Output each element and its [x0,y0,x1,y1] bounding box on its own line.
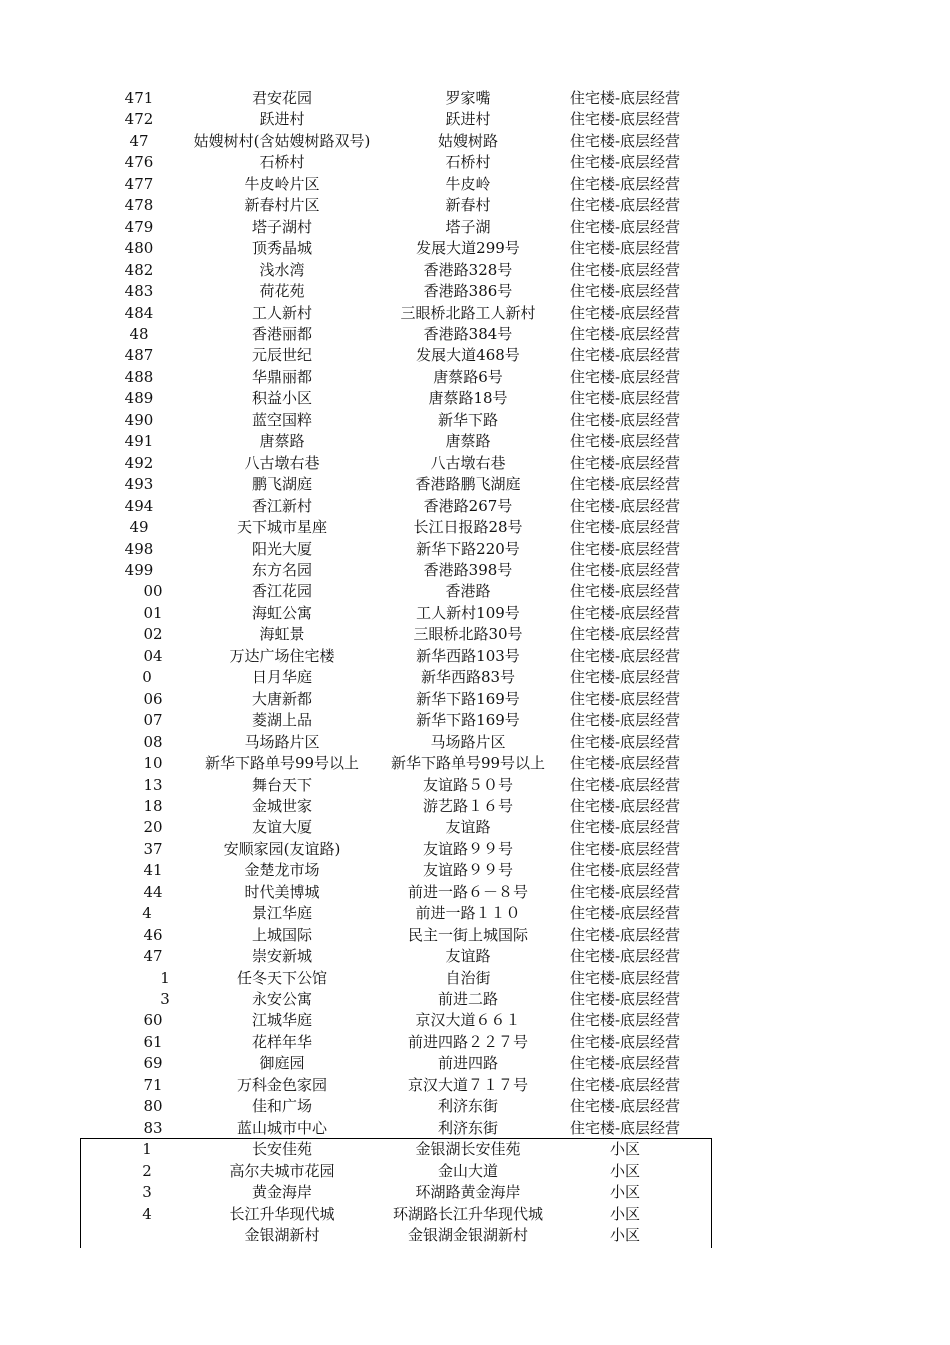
row-type: 住宅楼-底层经营 [569,153,681,172]
row-name: 浅水湾 [259,260,305,279]
table-row [80,238,712,259]
row-type: 住宅楼-底层经营 [569,346,681,365]
row-address: 京汉大道６６１ [415,1011,521,1030]
row-type: 住宅楼-底层经营 [569,1011,681,1030]
row-type: 住宅楼-底层经营 [569,646,681,665]
row-address: 金银湖长安佳苑 [415,1140,521,1159]
table-row [80,667,712,688]
row-type: 住宅楼-底层经营 [569,324,681,343]
table-row [80,817,712,838]
table-row [80,174,712,195]
table-row [80,1053,712,1074]
row-name: 元辰世纪 [251,346,312,365]
row-name: 香江花园 [251,582,312,601]
row-name: 华鼎丽都 [251,367,312,386]
row-id: 83 [143,1118,163,1137]
row-id: 41 [143,861,163,880]
row-address: 新华下路169号 [416,711,520,730]
row-address: 姑嫂树路 [437,131,498,150]
row-id: 488 [124,367,154,386]
row-type: 住宅楼-底层经营 [569,453,681,472]
row-address: 跃进村 [445,110,491,129]
row-address: 前进二路 [437,990,498,1009]
row-type: 住宅楼-底层经营 [569,990,681,1009]
row-address: 利济东街 [437,1097,498,1116]
row-name: 万达广场住宅楼 [229,646,335,665]
row-name: 长江升华现代城 [229,1204,335,1223]
row-address: 马场路片区 [430,732,506,751]
table-row [80,1118,712,1139]
row-id: 47 [143,947,163,966]
table-row [80,152,712,173]
row-address: 友谊路９９号 [422,861,513,880]
row-id: 472 [124,110,154,129]
table-row [80,753,712,774]
row-address: 牛皮岭 [445,174,491,193]
row-id: 480 [124,239,154,258]
row-address: 前进四路２２７号 [407,1032,528,1051]
row-type: 住宅楼-底层经营 [569,861,681,880]
row-type: 住宅楼-底层经营 [569,968,681,987]
row-address: 香港路 [445,582,491,601]
row-id: 3 [160,990,170,1009]
row-name: 舞台天下 [251,775,312,794]
table-row [80,732,712,753]
row-type: 住宅楼-底层经营 [569,818,681,837]
row-address: 前进一路６－８号 [407,882,528,901]
row-name: 景江华庭 [251,904,312,923]
row-id: 60 [143,1011,163,1030]
row-address: 前进一路１１０ [415,904,521,923]
table-row [80,281,712,302]
row-id: 07 [143,711,163,730]
row-id: 49 [129,518,149,537]
table-row [80,839,712,860]
row-type: 住宅楼-底层经营 [569,1054,681,1073]
row-address: 长江日报路28号 [413,518,523,537]
table-row [80,796,712,817]
row-type: 住宅楼-底层经营 [569,732,681,751]
row-id: 3 [142,1183,152,1202]
row-address: 三眼桥北路工人新村 [400,303,536,322]
row-type: 住宅楼-底层经营 [569,196,681,215]
table-row [80,989,712,1010]
row-address: 友谊路９９号 [422,839,513,858]
row-address: 利济东街 [437,1118,498,1137]
row-address: 友谊路 [445,947,491,966]
row-name: 金楚龙市场 [244,861,320,880]
row-type: 住宅楼-底层经营 [569,282,681,301]
row-type: 住宅楼-底层经营 [569,475,681,494]
row-id: 00 [143,582,163,601]
table-row [80,603,712,624]
row-type: 住宅楼-底层经营 [569,796,681,815]
row-id: 482 [124,260,154,279]
row-address: 新华下路单号99号以上 [390,754,546,773]
table-row [80,260,712,281]
row-name: 金银湖新村 [244,1226,320,1245]
row-name: 江城华庭 [251,1011,312,1030]
row-type: 小区 [609,1140,640,1159]
row-id: 04 [143,646,163,665]
row-type: 住宅楼-底层经营 [569,947,681,966]
row-name: 安顺家园(友谊路) [223,839,341,858]
row-name: 大唐新都 [251,689,312,708]
row-name: 任冬天下公馆 [236,968,327,987]
row-address: 香港路386号 [423,282,513,301]
row-address: 新华下路 [437,410,498,429]
row-name: 黄金海岸 [251,1183,312,1202]
row-type: 住宅楼-底层经营 [569,839,681,858]
row-type: 住宅楼-底层经营 [569,432,681,451]
spreadsheet-table [80,88,712,1246]
table-row [80,775,712,796]
row-address: 香港路398号 [423,560,513,579]
row-address: 前进四路 [437,1054,498,1073]
row-type: 住宅楼-底层经营 [569,882,681,901]
row-name: 御庭园 [259,1054,305,1073]
table-row [80,710,712,731]
row-type: 住宅楼-底层经营 [569,754,681,773]
row-name: 顶秀晶城 [251,239,312,258]
row-id: 02 [143,625,163,644]
row-address: 工人新村109号 [416,603,520,622]
row-type: 住宅楼-底层经营 [569,904,681,923]
table-row [80,946,712,967]
row-address: 新华下路220号 [416,539,520,558]
row-id: 498 [124,539,154,558]
row-type: 住宅楼-底层经营 [569,174,681,193]
row-name: 上城国际 [251,925,312,944]
row-name: 海虹公寓 [251,603,312,622]
row-address: 友谊路５０号 [422,775,513,794]
table-row [80,560,712,581]
row-type: 住宅楼-底层经营 [569,217,681,236]
table-row [80,217,712,238]
table-row [80,1096,712,1117]
row-id: 80 [143,1097,163,1116]
row-address: 民主一街上城国际 [407,925,528,944]
row-id: 48 [129,324,149,343]
row-id: 10 [143,754,163,773]
row-type: 小区 [609,1204,640,1223]
row-name: 石桥村 [259,153,305,172]
row-id: 46 [143,925,163,944]
row-name: 蓝空国粹 [251,410,312,429]
row-type: 住宅楼-底层经营 [569,603,681,622]
row-type: 住宅楼-底层经营 [569,89,681,107]
row-id: 37 [143,839,163,858]
row-address: 环湖路黄金海岸 [415,1183,521,1202]
row-address: 京汉大道７１７号 [407,1075,528,1094]
row-id: 13 [143,775,163,794]
table-row [80,410,712,431]
row-name: 花样年华 [251,1032,312,1051]
row-name: 荷花苑 [259,282,305,301]
row-id: 494 [124,496,154,515]
row-address: 环湖路长江升华现代城 [392,1204,543,1223]
table-row [80,968,712,989]
row-type: 住宅楼-底层经营 [569,367,681,386]
row-id: 18 [143,796,163,815]
row-address: 新春村 [445,196,491,215]
table-row [80,367,712,388]
row-type: 住宅楼-底层经营 [569,689,681,708]
table-row [80,624,712,645]
row-id: 08 [143,732,163,751]
row-name: 工人新村 [251,303,312,322]
row-type: 住宅楼-底层经营 [569,110,681,129]
row-address: 友谊路 [445,818,491,837]
row-id: 493 [124,475,154,494]
row-address: 塔子湖 [445,217,491,236]
row-type: 住宅楼-底层经营 [569,239,681,258]
row-id: 471 [124,89,154,107]
row-name: 佳和广场 [251,1097,312,1116]
row-address: 发展大道468号 [416,346,520,365]
row-name: 八古墩右巷 [244,453,320,472]
table-row [80,496,712,517]
row-name: 高尔夫城市花园 [229,1161,335,1180]
row-type: 住宅楼-底层经营 [569,668,681,687]
row-id: 476 [124,153,154,172]
row-name: 积益小区 [251,389,312,408]
table-row [80,1032,712,1053]
row-type: 住宅楼-底层经营 [569,560,681,579]
row-type: 住宅楼-底层经营 [569,925,681,944]
row-address: 罗家嘴 [445,89,491,107]
row-type: 住宅楼-底层经营 [569,518,681,537]
table-row [80,1225,712,1246]
table-row [80,882,712,903]
row-id: 1 [160,968,170,987]
table-row [80,88,712,109]
row-id: 0 [142,668,152,687]
row-type: 住宅楼-底层经营 [569,1032,681,1051]
row-type: 住宅楼-底层经营 [569,389,681,408]
row-type: 住宅楼-底层经营 [569,1075,681,1094]
table-row [80,1139,712,1160]
row-type: 住宅楼-底层经营 [569,539,681,558]
row-type: 小区 [609,1161,640,1180]
row-address: 唐蔡路6号 [433,367,503,386]
row-name: 鹏飞湖庭 [251,475,312,494]
table-row [80,517,712,538]
table-row [80,903,712,924]
row-id: 4 [142,904,152,923]
row-name: 万科金色家园 [236,1075,327,1094]
table-row [80,689,712,710]
row-address: 金银湖金银湖新村 [407,1226,528,1245]
row-id: 61 [143,1032,163,1051]
row-address: 八古墩右巷 [430,453,506,472]
row-name: 长安佳苑 [251,1140,312,1159]
row-address: 三眼桥北路30号 [413,625,523,644]
row-address: 新华西路103号 [416,646,520,665]
row-name: 阳光大厦 [251,539,312,558]
row-id: 2 [142,1161,152,1180]
row-address: 香港路384号 [423,324,513,343]
row-address: 游艺路１６号 [422,796,513,815]
table-row [80,453,712,474]
row-name: 跃进村 [259,110,305,129]
row-id: 01 [143,603,163,622]
row-name: 时代美博城 [244,882,320,901]
row-type: 小区 [609,1183,640,1202]
row-name: 塔子湖村 [251,217,312,236]
row-id: 484 [124,303,154,322]
row-name: 天下城市星座 [236,518,327,537]
row-address: 香港路267号 [423,496,513,515]
row-name: 永安公寓 [251,990,312,1009]
row-id: 487 [124,346,154,365]
row-id: 4 [142,1204,152,1223]
table-row [80,646,712,667]
table-row [80,131,712,152]
row-type: 小区 [609,1226,640,1245]
row-name: 东方名园 [251,560,312,579]
row-type: 住宅楼-底层经营 [569,260,681,279]
row-id: 490 [124,410,154,429]
row-name: 蓝山城市中心 [236,1118,327,1137]
row-name: 新华下路单号99号以上 [204,754,360,773]
table-row [80,860,712,881]
row-address: 新华西路83号 [420,668,516,687]
row-id: 483 [124,282,154,301]
row-name: 姑嫂树村(含姑嫂树路双号) [193,131,371,150]
row-type: 住宅楼-底层经营 [569,496,681,515]
row-id: 47 [129,131,149,150]
row-name: 金城世家 [251,796,312,815]
row-name: 牛皮岭片区 [244,174,320,193]
row-name: 君安花园 [251,89,312,107]
row-id: 71 [143,1075,163,1094]
row-type: 住宅楼-底层经营 [569,1097,681,1116]
table-row [80,109,712,130]
table-row [80,324,712,345]
row-name: 马场路片区 [244,732,320,751]
row-address: 石桥村 [445,153,491,172]
row-type: 住宅楼-底层经营 [569,775,681,794]
row-address: 金山大道 [437,1161,498,1180]
table-row [80,925,712,946]
row-address: 新华下路169号 [416,689,520,708]
row-id: 1 [142,1140,152,1159]
row-id: 478 [124,196,154,215]
row-type: 住宅楼-底层经营 [569,1118,681,1137]
row-id: 499 [124,560,154,579]
table-row [80,539,712,560]
row-address: 唐蔡路18号 [428,389,508,408]
row-name: 崇安新城 [251,947,312,966]
row-id: 20 [143,818,163,837]
table-row [80,1075,712,1096]
row-name: 菱湖上品 [251,711,312,730]
row-name: 唐蔡路 [259,432,305,451]
row-id: 06 [143,689,163,708]
row-name: 日月华庭 [251,668,312,687]
row-address: 发展大道299号 [416,239,520,258]
table-row [80,431,712,452]
table-row [80,1010,712,1031]
table-row [80,1204,712,1225]
row-name: 友谊大厦 [251,818,312,837]
row-id: 477 [124,174,154,193]
row-id: 489 [124,389,154,408]
table-row [80,195,712,216]
row-type: 住宅楼-底层经营 [569,303,681,322]
table-row [80,303,712,324]
row-id: 69 [143,1054,163,1073]
table-row [80,1182,712,1203]
row-id: 479 [124,217,154,236]
row-address: 自治街 [445,968,491,987]
row-id: 491 [124,432,154,451]
row-id: 44 [143,882,163,901]
table-row [80,1161,712,1182]
row-type: 住宅楼-底层经营 [569,625,681,644]
row-name: 香港丽都 [251,324,312,343]
row-type: 住宅楼-底层经营 [569,582,681,601]
row-type: 住宅楼-底层经营 [569,410,681,429]
row-address: 唐蔡路 [445,432,491,451]
table-row [80,388,712,409]
row-name: 新春村片区 [244,196,320,215]
row-name: 海虹景 [259,625,305,644]
row-name: 香江新村 [251,496,312,515]
table-row [80,345,712,366]
row-address: 香港路328号 [423,260,513,279]
row-id: 492 [124,453,154,472]
table-row [80,581,712,602]
table-row [80,474,712,495]
row-type: 住宅楼-底层经营 [569,711,681,730]
row-type: 住宅楼-底层经营 [569,131,681,150]
row-address: 香港路鹏飞湖庭 [415,475,521,494]
